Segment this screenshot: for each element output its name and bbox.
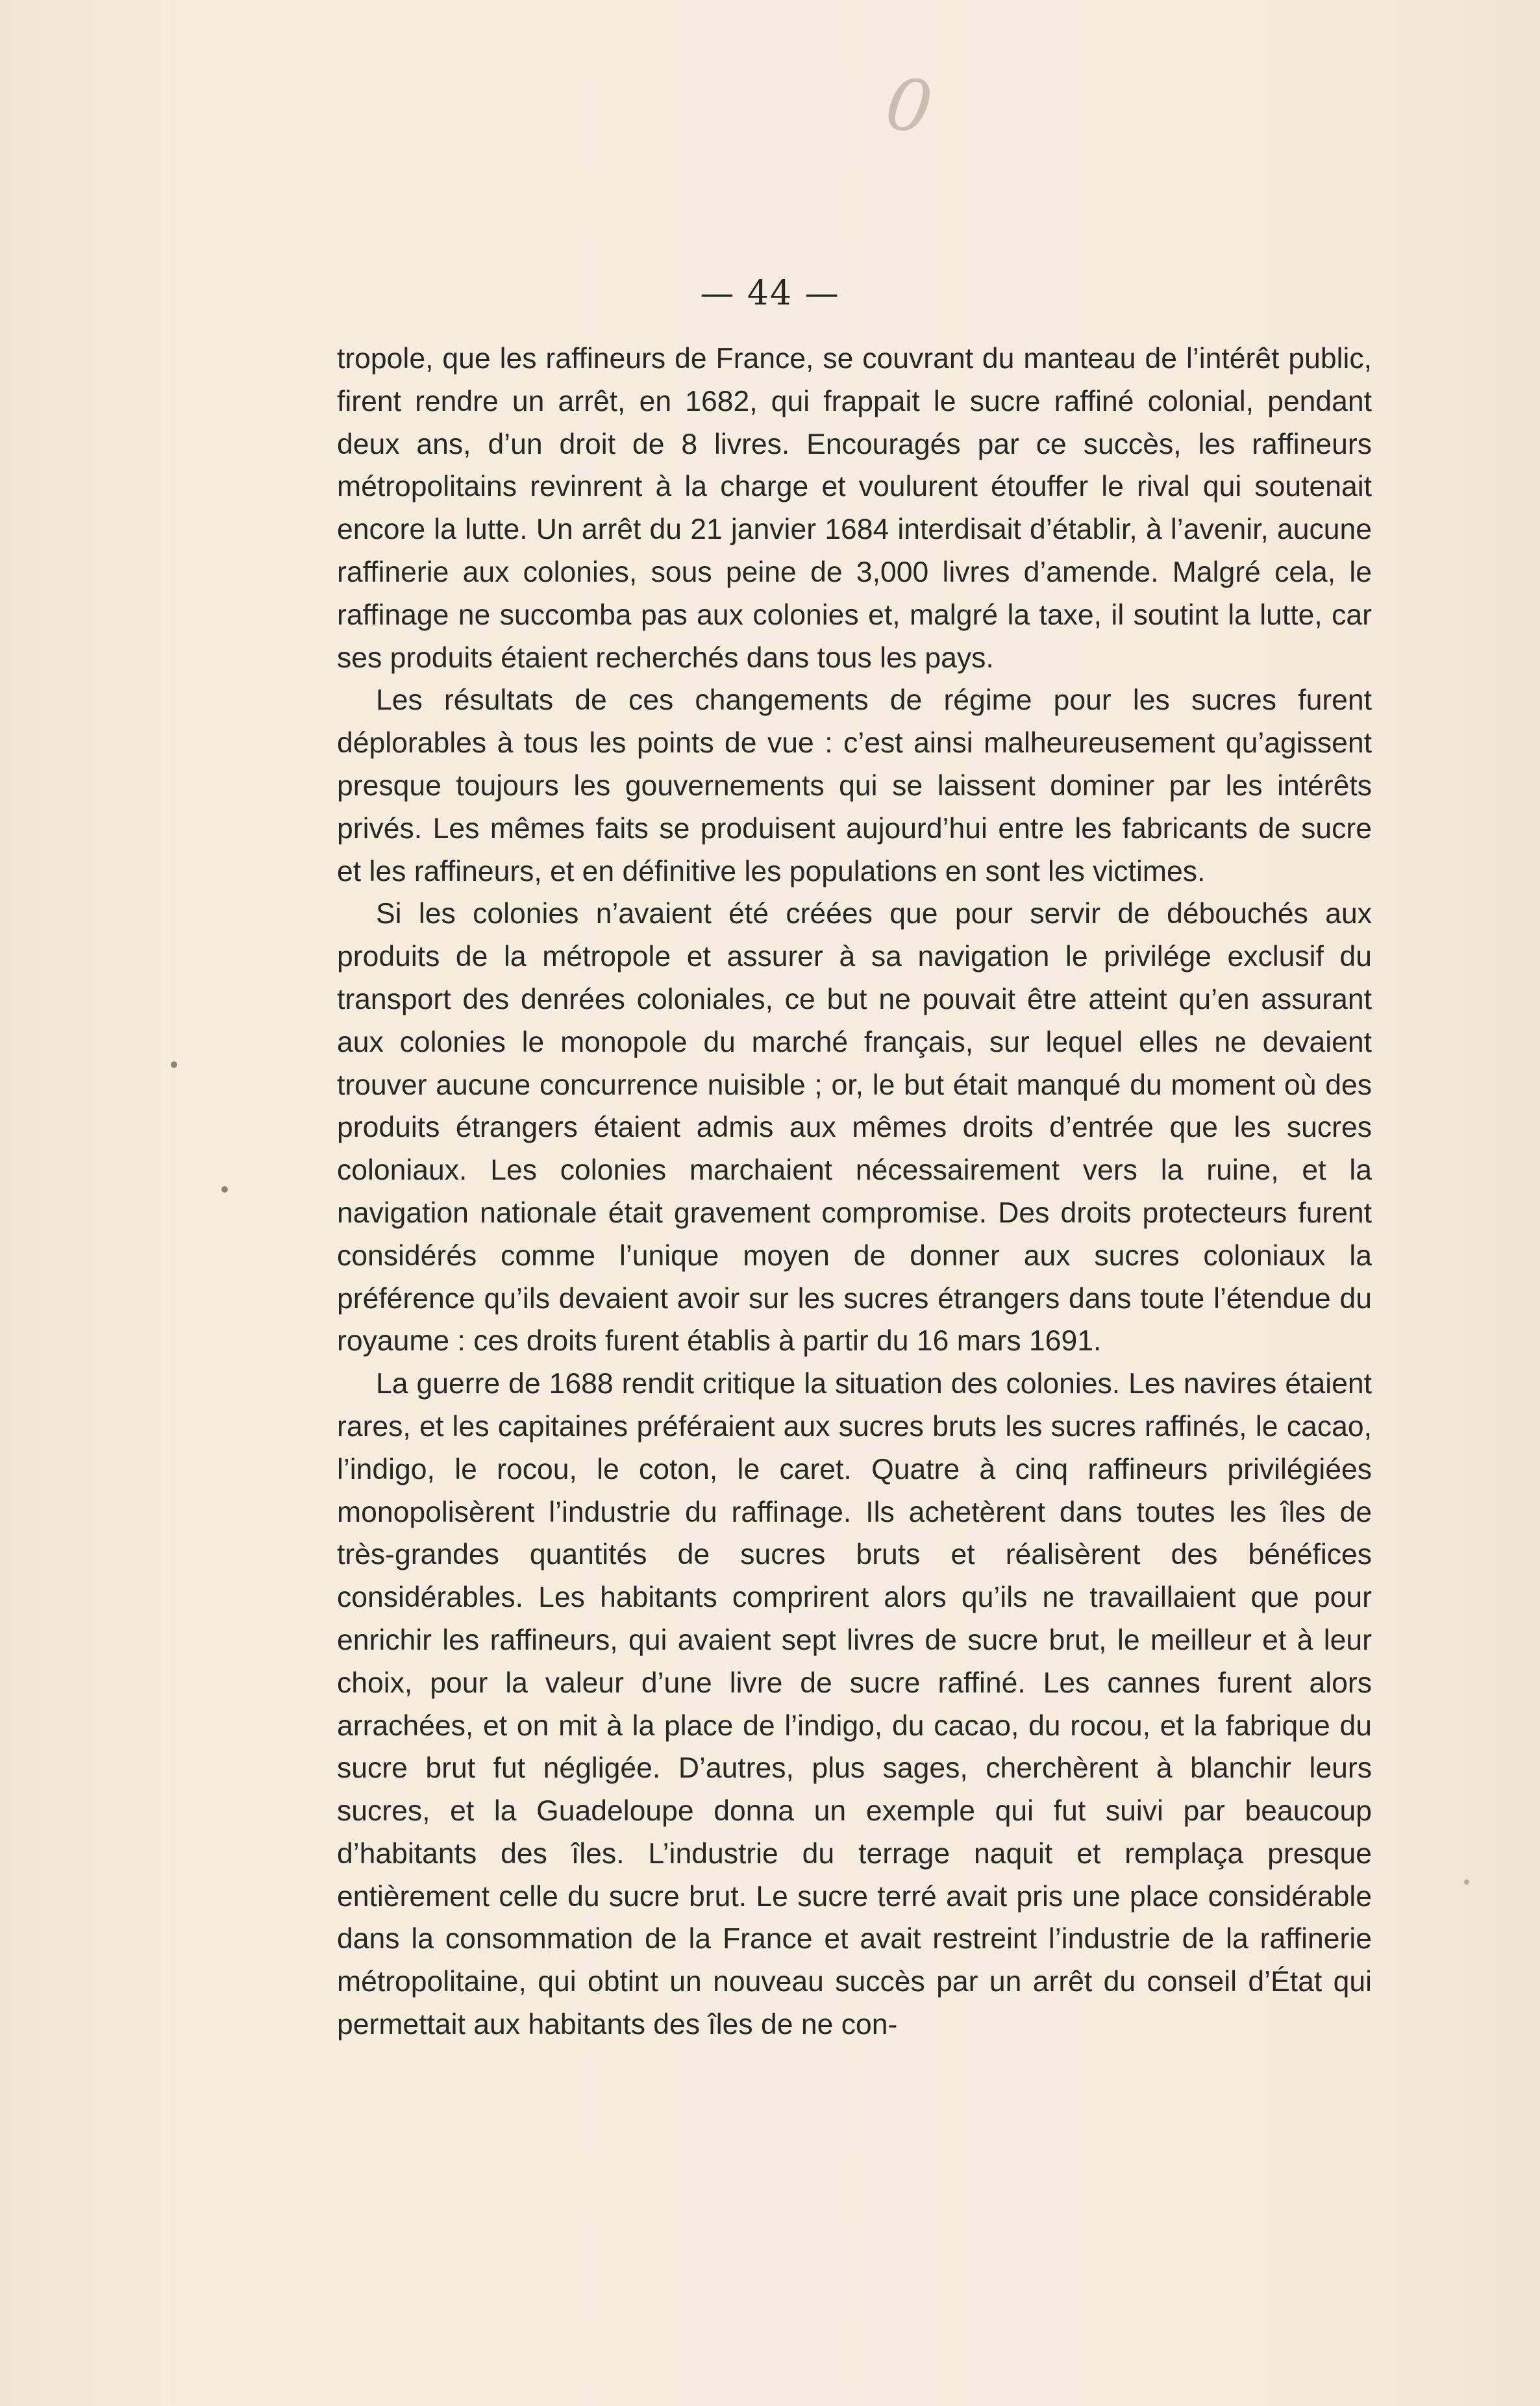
margin-speck [1464,1879,1469,1885]
paragraph-2: Les résultats de ces changements de régime pour les sucres furent déplorables à tous les points de vue : c’est ainsi malheureusement qu’agissent presque toujours les gouvernements qui se laissent dominer par les intérêts privés. Les mêmes faits se produisent aujourd’hui entre les fabricants de sucre et les raffineurs, et en définitive les populations en sont les victimes. [337,684,1372,887]
pencil-mark: 0 [880,61,938,151]
paragraph-3: Si les colonies n’avaient été créées que pour servir de débouchés aux produits de la métropole et assurer à sa navigation le privilége exclusif du transport des denrées coloniales, ce but ne pouvait être atteint qu’en assurant aux colonies le monopole du marché français, sur lequel elles ne devaient trouver aucune concurrence nuisible ; or, le but était manqué du moment où des produits étrangers étaient admis aux mêmes droits d’entrée que les sucres coloniaux. Les colonies marchaient nécessairement vers la ruine, et la navigation nationale était gravement compromise. Des droits protecteurs furent considérés comme l’unique moyen de donner aux sucres coloniaux la préférence qu’ils devaient avoir sur les sucres étrangers dans toute l’étendue du royaume : ces droits furent établis à partir du 16 mars 1691. [337,898,1372,1358]
margin-speck [221,1186,228,1193]
paragraph-4: La guerre de 1688 rendit critique la situation des colonies. Les navires étaient rares, et les capitaines préféraient aux sucres bruts les sucres raffinés, le cacao, l’indigo, le rocou, le coton, le caret. Quatre à cinq raffineurs privilégiées monopolisèrent l’industrie du raffinage. Ils achetèrent dans toutes les îles de très-grandes quantités de sucres bruts et réalisèrent des bénéfices considérables. Les habitants comprirent alors qu’ils ne travaillaient que pour enrichir les raffineurs, qui avaient sept livres de sucre brut, le meilleur et à leur choix, pour la valeur d’une livre de sucre raffiné. Les cannes furent alors arrachées, et on mit à la place de l’indigo, du cacao, du rocou, et la fabrique du sucre brut fut négligée. D’autres, plus sages, cherchèrent à blanchir leurs sucres, et la Guadeloupe donna un exemple qui fut suivi par beaucoup d’habitants des îles. L’industrie du terrage naquit et remplaça presque entièrement celle du sucre brut. Le sucre terré avait pris une place considérable dans la consommation de la France et avait restreint l’industrie de la raffinerie métropolitaine, qui obtint un nouveau succès par un arrêt du conseil d’État qui permettait aux habitants des îles de ne con- [337,1368,1372,2041]
paragraph-1: tropole, que les raffineurs de France, se couvrant du manteau de l’intérêt public, firent rendre un arrêt, en 1682, qui frappait le sucre raffiné colonial, pendant deux ans, d’un droit de 8 livres. Encouragés par ce succès, les raffineurs métropolitains revinrent à la charge et voulurent étouffer le rival qui soutenait encore la lutte. Un arrêt du 21 janvier 1684 interdisait d’établir, à l’avenir, aucune raffinerie aux colonies, sous peine de 3,000 livres d’amende. Malgré cela, le raffinage ne succomba pas aux colonies et, malgré la taxe, il soutint la lutte, car ses produits étaient recherchés dans tous les pays. [337,343,1372,674]
body-text [337,338,1372,2046]
margin-speck [171,1061,177,1068]
page-number: — 44 — [700,274,840,313]
